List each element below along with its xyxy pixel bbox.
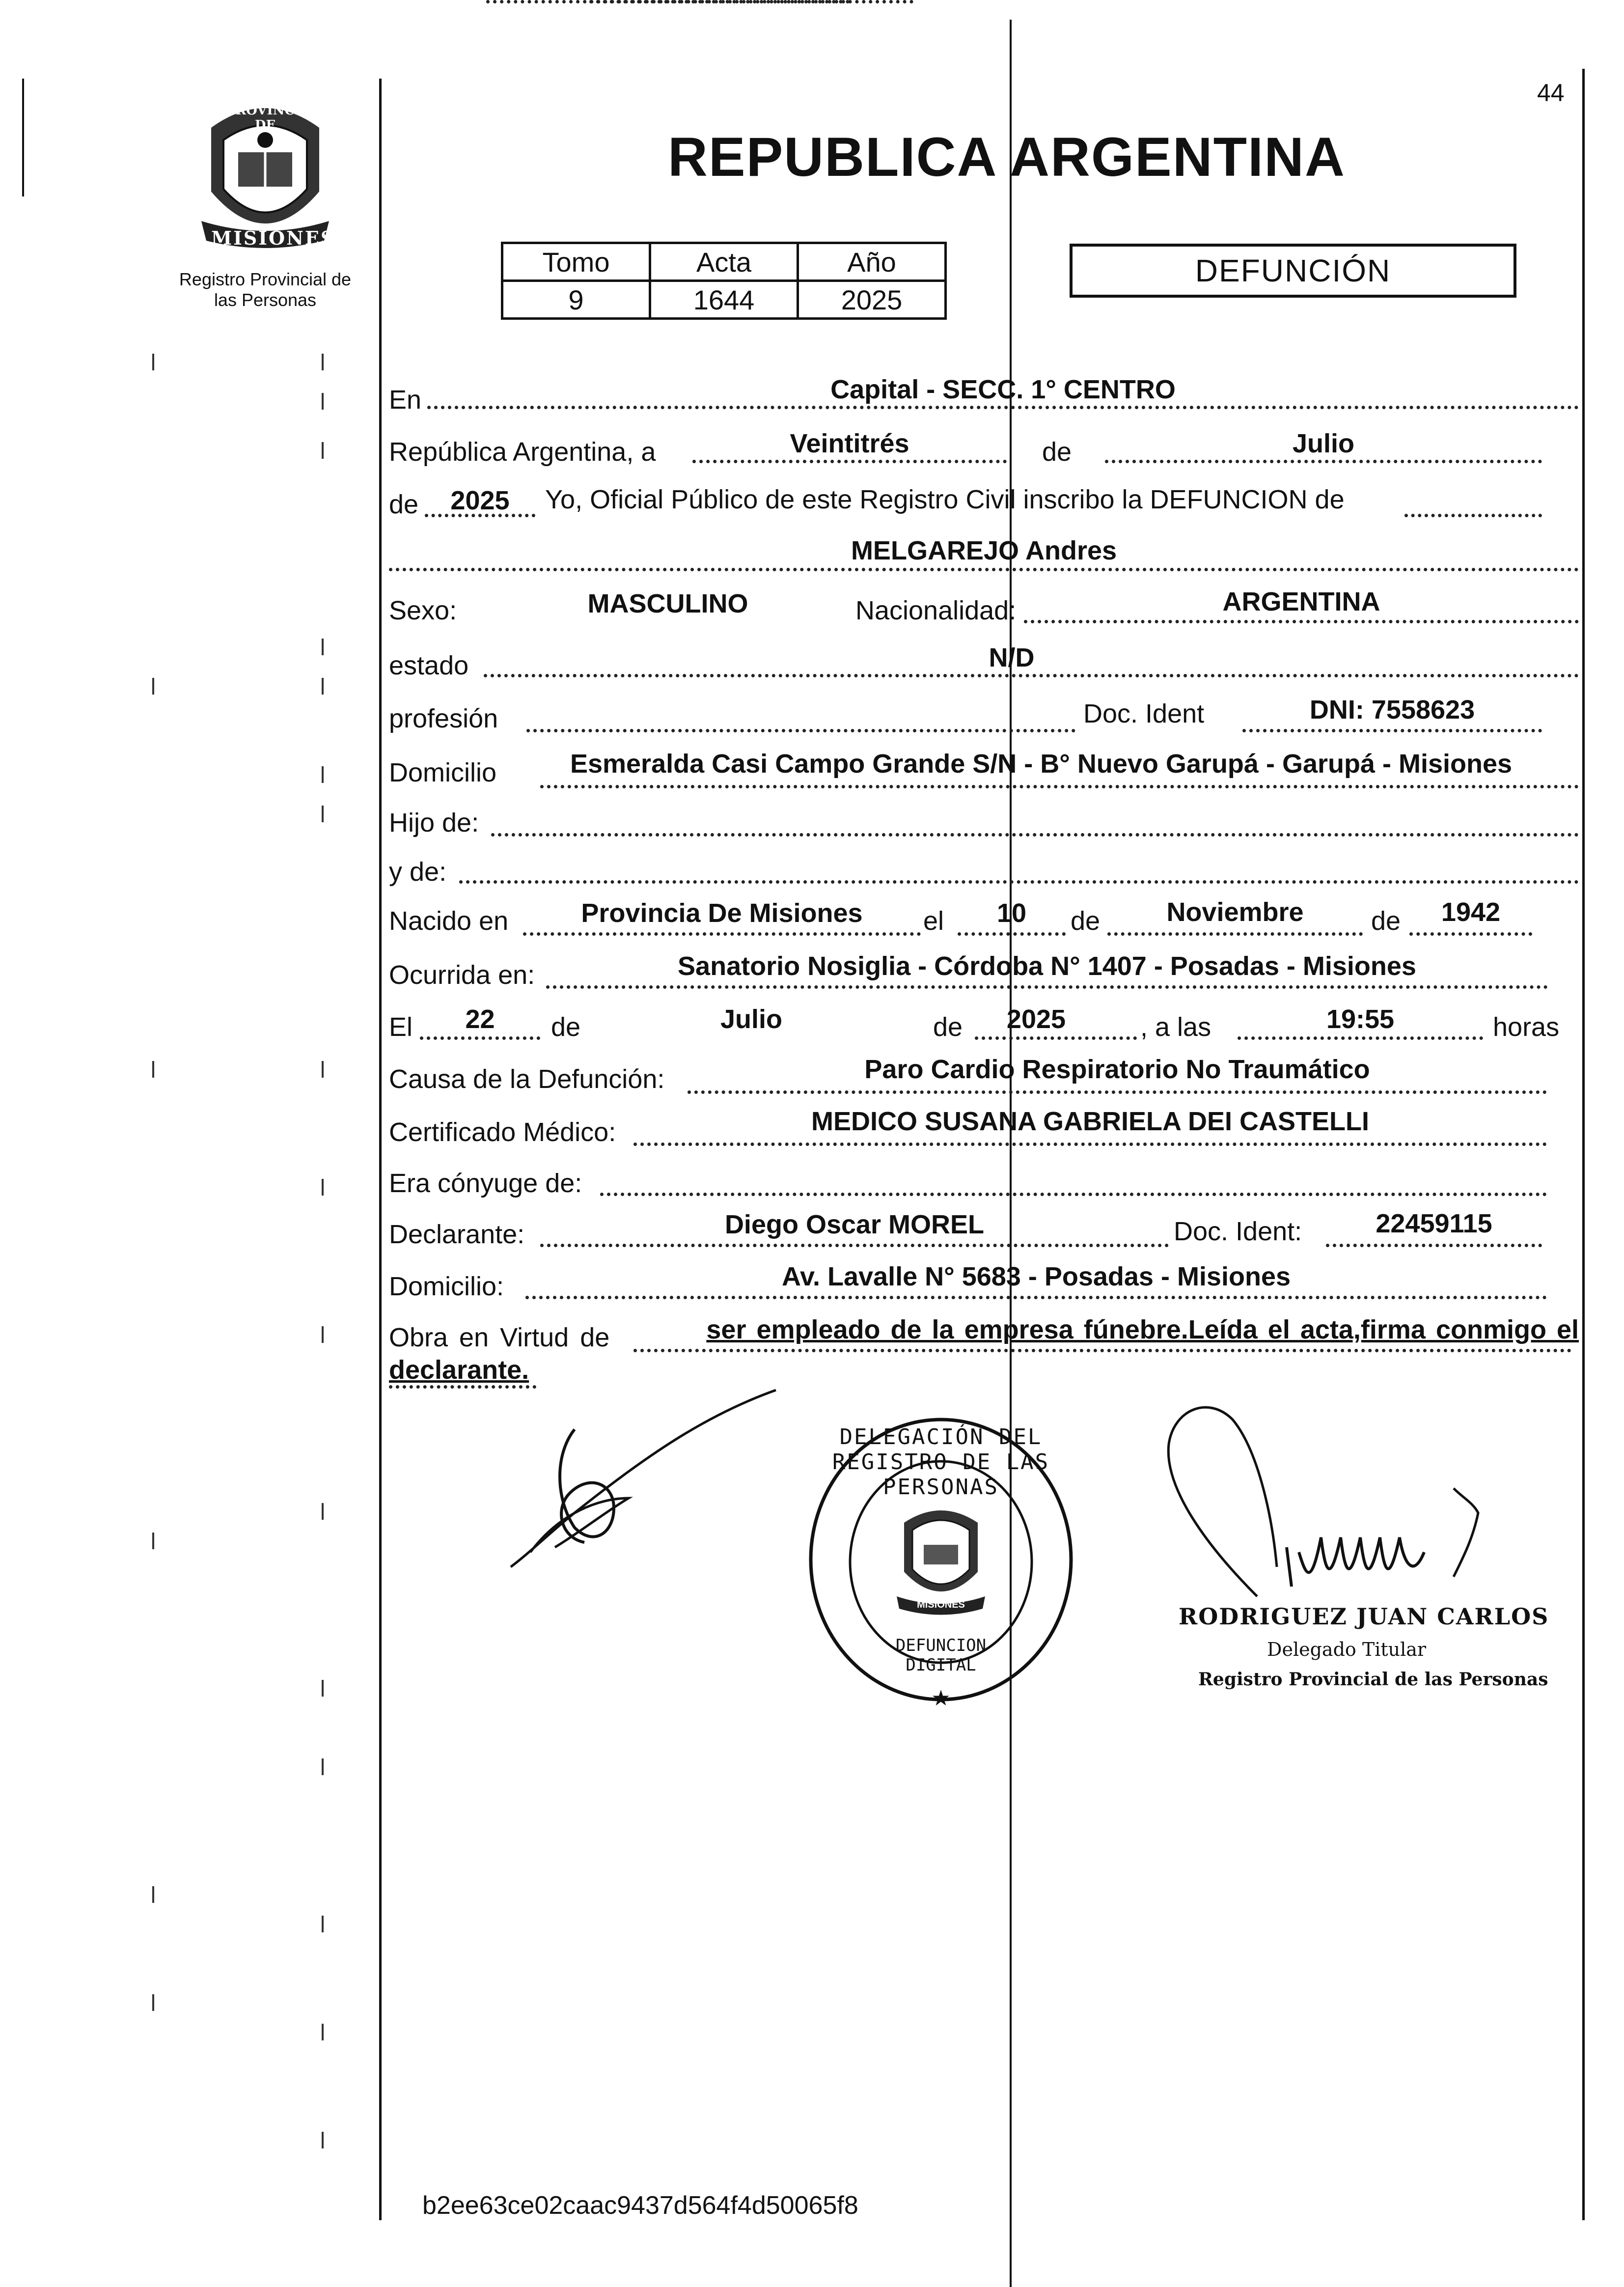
obra-value-line2: declarante. — [389, 1355, 529, 1385]
nac-dia-line — [958, 932, 1066, 936]
registry-name-line1: Registro Provincial de — [179, 269, 352, 289]
seal-inner-text: DEFUNCION DIGITAL — [895, 1636, 987, 1675]
causa-line — [688, 1090, 1547, 1094]
table-header-anio: Año — [798, 243, 946, 281]
doc-ident2-label: Doc. Ident: — [1174, 1217, 1302, 1246]
svg-text:★: ★ — [931, 1686, 951, 1710]
certificado-line — [633, 1143, 1547, 1146]
domicilio-label: Domicilio — [389, 758, 497, 787]
seal-ring-text: DELEGACIÓN DEL REGISTRO DE LAS PERSONAS — [832, 1424, 1050, 1500]
declarant-signature — [501, 1385, 805, 1582]
mes-line — [1105, 460, 1542, 463]
official-signature — [1110, 1390, 1532, 1606]
en-label: En — [389, 385, 422, 415]
nac-mes-value: Noviembre — [1166, 897, 1304, 927]
table-value-anio: 2025 — [798, 281, 946, 319]
nac-mes-line — [1107, 932, 1363, 936]
estado-value: N/D — [989, 643, 1035, 672]
sexo-label: Sexo: — [389, 596, 457, 625]
ocurrida-line — [546, 985, 1548, 989]
def-anio-line — [975, 1036, 1137, 1040]
def-mes-line — [589, 0, 913, 3]
table-value-acta: 1644 — [650, 281, 798, 319]
inscribo-text: Yo, Oficial Público de este Registro Civil inscribo la DEFUNCION de — [545, 485, 1345, 514]
conyuge-line — [600, 1193, 1547, 1196]
seal-logo-text: MISIONES — [917, 1599, 965, 1610]
obra-label: Obra en Virtud de — [389, 1323, 610, 1352]
official-seal — [803, 1415, 1078, 1719]
certificado-value: MEDICO SUSANA GABRIELA DEI CASTELLI — [811, 1107, 1370, 1136]
registry-name-line2: las Personas — [214, 290, 317, 310]
estado-line — [484, 674, 1579, 677]
def-dia-value: 22 — [465, 1004, 495, 1034]
ocurrida-label: Ocurrida en: — [389, 960, 535, 990]
nac-anio-value: 1942 — [1441, 897, 1501, 927]
doc-ident-line — [1242, 729, 1542, 732]
y-de-line — [459, 880, 1579, 884]
table-header-acta: Acta — [650, 243, 798, 281]
el-label: el — [923, 906, 944, 936]
nacido-line — [523, 932, 921, 936]
declarante-label: Declarante: — [389, 1220, 525, 1249]
republica-label: República Argentina, a — [389, 437, 656, 467]
nombre-value: MELGAREJO Andres — [851, 536, 1117, 565]
right-margin-line — [1582, 69, 1585, 2220]
def-anio-value: 2025 — [1006, 1004, 1066, 1034]
far-left-line — [22, 79, 24, 196]
registry-name — [157, 269, 373, 310]
declarante-line — [540, 1244, 1169, 1247]
en-value: Capital - SECC. 1° CENTRO — [830, 375, 1176, 404]
de-label-2: de — [389, 490, 419, 519]
nacido-label: Nacido en — [389, 906, 509, 936]
domicilio2-label: Domicilio: — [389, 1272, 504, 1301]
nombre-line — [389, 568, 1579, 571]
estado-label: estado — [389, 651, 469, 680]
dia-line — [692, 460, 1007, 463]
domicilio2-line — [525, 1296, 1547, 1299]
de-label-1: de — [1042, 437, 1072, 467]
record-table-header-row — [502, 243, 946, 281]
doc-ident2-line — [1326, 1244, 1542, 1247]
de-label-5: de — [551, 1012, 581, 1042]
def-mes-value: Julio — [720, 1004, 782, 1034]
anio-value: 2025 — [450, 486, 510, 515]
table-value-tomo: 9 — [502, 281, 650, 319]
hijo-label: Hijo de: — [389, 808, 479, 837]
hora-value: 19:55 — [1326, 1004, 1395, 1034]
en-line — [427, 406, 1579, 409]
nacionalidad-value: ARGENTINA — [1222, 587, 1380, 616]
provincial-logo — [192, 93, 339, 255]
dia-value: Veintitrés — [790, 429, 909, 458]
hijo-line — [491, 833, 1579, 837]
logo-text-top: PROVINCIA DE — [226, 103, 311, 133]
sexo-value: MASCULINO — [587, 589, 748, 618]
de-label-6: de — [933, 1012, 963, 1042]
obra-line — [633, 1349, 1571, 1352]
page-number: 44 — [1537, 79, 1565, 107]
el-cap-label: El — [389, 1012, 413, 1042]
hora-line — [1238, 1036, 1483, 1040]
y-de-label: y de: — [389, 857, 447, 887]
logo-text-bottom: MISIONES — [211, 227, 336, 249]
profesion-label: profesión — [389, 704, 498, 733]
record-table-value-row — [502, 281, 946, 319]
obra-value: ser empleado de la empresa fúnebre.Leída el acta,firma conmigo el — [706, 1315, 1579, 1344]
horas-label: horas — [1493, 1012, 1560, 1042]
inscribo-line — [1404, 514, 1542, 517]
nac-dia-value: 10 — [996, 898, 1027, 928]
mes-value: Julio — [1292, 429, 1354, 458]
doc-ident-value: DNI: 7558623 — [1309, 695, 1475, 725]
declarante-value: Diego Oscar MOREL — [724, 1210, 985, 1239]
domicilio2-value: Av. Lavalle N° 5683 - Posadas - Misiones — [781, 1262, 1291, 1291]
document-hash: b2ee63ce02caac9437d564f4d50065f8 — [422, 2191, 858, 2220]
de-label-3: de — [1071, 906, 1101, 936]
ocurrida-value: Sanatorio Nosiglia - Córdoba N° 1407 - Posadas - Misiones — [678, 951, 1416, 981]
domicilio-value: Esmeralda Casi Campo Grande S/N - B° Nuevo Garupá - Garupá - Misiones — [570, 749, 1513, 779]
nac-anio-line — [1409, 932, 1532, 936]
doc-ident-label: Doc. Ident — [1083, 699, 1205, 728]
de-label-4: de — [1371, 906, 1401, 936]
domicilio-line — [540, 785, 1579, 788]
a-las-label: , a las — [1140, 1012, 1211, 1042]
profesion-line — [526, 729, 1075, 732]
causa-label: Causa de la Defunción: — [389, 1064, 665, 1094]
page-title: REPUBLICA ARGENTINA — [668, 126, 1346, 188]
official-role: Delegado Titular — [1267, 1639, 1427, 1660]
left-margin-line — [379, 79, 382, 2220]
record-table — [501, 242, 947, 320]
causa-value: Paro Cardio Respiratorio No Traumático — [864, 1055, 1370, 1084]
scan-fold-line — [1010, 20, 1012, 2287]
table-header-tomo: Tomo — [502, 243, 650, 281]
nacionalidad-line — [1024, 620, 1579, 623]
nacionalidad-label: Nacionalidad: — [855, 596, 1017, 625]
certificado-label: Certificado Médico: — [389, 1117, 616, 1147]
conyuge-label: Era cónyuge de: — [389, 1169, 582, 1198]
official-office: Registro Provincial de las Personas — [1198, 1669, 1548, 1690]
record-type-box: DEFUNCIÓN — [1070, 244, 1516, 298]
doc-ident2-value: 22459115 — [1376, 1209, 1492, 1238]
nacido-value: Provincia De Misiones — [581, 898, 863, 928]
official-name: RODRIGUEZ JUAN CARLOS — [1179, 1603, 1549, 1630]
def-dia-line — [420, 1036, 540, 1040]
